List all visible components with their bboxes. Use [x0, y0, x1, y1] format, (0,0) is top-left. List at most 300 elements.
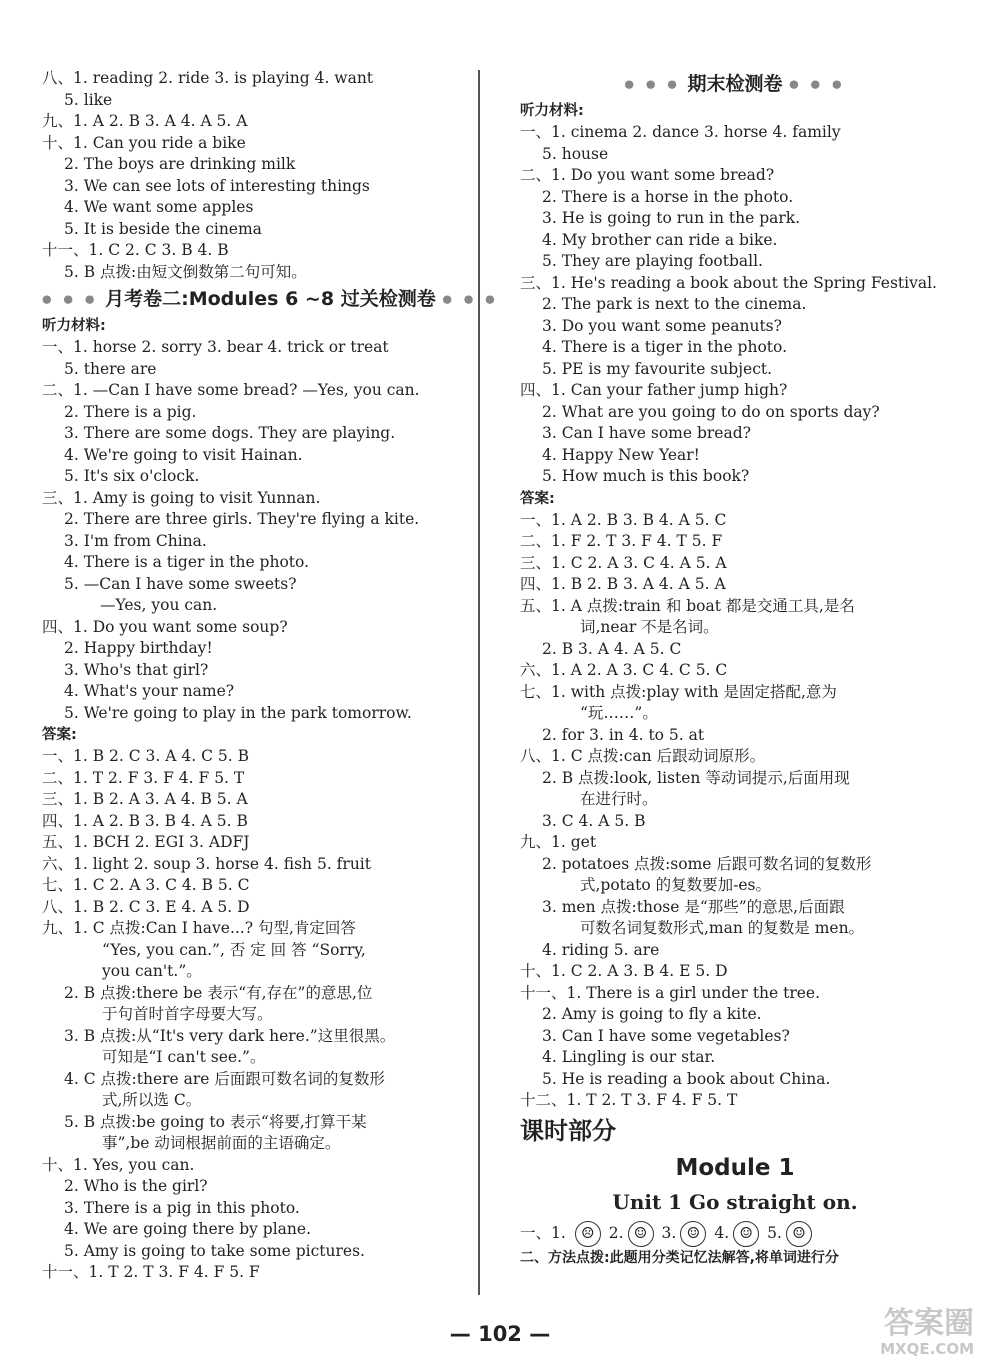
answers-label: 答案:	[520, 490, 555, 507]
item-text: C 2. A 3. B 4. E 5. D	[570, 962, 728, 980]
item-label: 3.	[542, 424, 557, 442]
unit-title: Unit 1 Go straight on.	[612, 1189, 858, 1214]
item-label: 5.	[542, 252, 557, 270]
item-label: 十二、1.	[520, 1091, 582, 1109]
list-line	[520, 1047, 950, 1069]
item-label: 3.	[542, 897, 557, 916]
list-line	[520, 918, 950, 940]
column-divider	[478, 70, 480, 1295]
item-text: B 点拨:there be 表示“有,存在”的意思,位	[83, 983, 373, 1002]
item-text: He is going to run in the park.	[561, 209, 801, 227]
item-text: 式,所以选 C。	[102, 1091, 202, 1109]
list-line	[42, 746, 467, 768]
list-line	[42, 1090, 467, 1112]
item-text: T 2. T 3. F 4. F 5. T	[586, 1091, 738, 1109]
item-text: There is a tiger in the photo.	[83, 553, 309, 571]
list-line	[42, 1176, 467, 1198]
list-line	[520, 402, 950, 424]
list-line	[520, 251, 950, 273]
list-line	[520, 875, 950, 897]
list-line	[520, 423, 950, 445]
list-line	[42, 1112, 467, 1134]
item-label: 4.	[64, 553, 79, 571]
item-label: 一、1.	[520, 510, 566, 529]
item-label: 5.	[542, 467, 557, 485]
listening-label: 听力材料:	[42, 318, 106, 334]
item-text: C 4. A 5. B	[561, 811, 646, 830]
item-label: 十、1.	[42, 133, 88, 152]
left-answers-list	[42, 746, 467, 1284]
item-text: Can I have some bread?	[561, 424, 751, 442]
item-label: 5.	[64, 574, 79, 593]
list-line	[42, 68, 467, 90]
item-text: B 2. C 3. E 4. A 5. D	[92, 897, 250, 916]
item-text: Can you ride a bike	[92, 133, 246, 152]
list-line	[42, 90, 467, 112]
list-line	[42, 1198, 467, 1220]
item-text: There is a pig in this photo.	[83, 1198, 300, 1217]
item-label: 4.	[64, 682, 79, 700]
item-label: 六、1.	[42, 854, 88, 873]
item-label: 三、1.	[42, 488, 88, 507]
item-label: 4.	[64, 198, 79, 216]
list-line	[42, 768, 467, 790]
item-text: A 2. B 3. A 4. A 5. A	[92, 112, 248, 130]
item-label: 5.	[542, 359, 557, 378]
item-label: 2.	[542, 639, 557, 658]
item-label: 4.	[542, 338, 557, 356]
item-label: 3.	[64, 531, 79, 550]
item-text: B 2. A 3. A 4. B 5. A	[92, 790, 248, 808]
list-line	[42, 875, 467, 897]
faces-label: 一、1.	[520, 1223, 566, 1242]
item-text: Do you want some soup?	[92, 617, 288, 636]
list-line	[42, 337, 467, 359]
item-text: horse 2. sorry 3. bear 4. trick or treat	[92, 338, 389, 356]
item-label: 十、1.	[42, 1155, 88, 1174]
decor-dots-right: ● ● ●	[442, 292, 499, 306]
item-text: you can't.”。	[102, 962, 202, 980]
sad-face-icon: ☹	[575, 1221, 601, 1247]
list-line	[42, 940, 467, 962]
item-label: 九、1.	[42, 919, 88, 937]
list-line	[42, 176, 467, 198]
right-column	[520, 68, 950, 1269]
part-title: 课时部分	[520, 1116, 616, 1145]
list-line	[520, 316, 950, 338]
item-text: Who's that girl?	[83, 660, 209, 679]
list-line	[42, 531, 467, 553]
list-line	[520, 746, 950, 768]
item-label: 5.	[64, 219, 79, 238]
right-listening-list	[520, 122, 950, 488]
item-label: 一、1.	[520, 123, 566, 141]
item-text: B 2. C 3. A 4. C 5. B	[92, 747, 249, 765]
left-top-answers	[42, 68, 467, 283]
item-text: He's reading a book about the Spring Festival.	[570, 273, 937, 292]
item-label: 3.	[542, 209, 557, 227]
list-line	[42, 1047, 467, 1069]
list-line	[42, 1155, 467, 1177]
item-label: 3.	[64, 424, 79, 442]
item-label: 四、1.	[520, 575, 566, 593]
list-line	[42, 488, 467, 510]
item-text: 词,near 不是名词。	[580, 618, 719, 636]
item-label: 5.	[64, 1112, 79, 1131]
item-label: 5.	[64, 90, 79, 109]
item-label: 二、1.	[42, 768, 88, 787]
item-text: Who is the girl?	[83, 1177, 208, 1195]
item-label: 5.	[64, 703, 79, 722]
item-text: There is a girl under the tree.	[586, 983, 821, 1002]
list-line	[520, 832, 950, 854]
item-text: get	[570, 833, 597, 851]
smiley-face-icon: ☺	[786, 1221, 812, 1247]
item-label: 3.	[64, 176, 79, 195]
item-text: I'm from China.	[83, 531, 207, 550]
item-label: 5.	[64, 262, 79, 281]
list-line	[520, 1026, 950, 1048]
item-label: 2.	[64, 1177, 79, 1195]
list-line	[42, 197, 467, 219]
item-text: —Yes, you can.	[100, 596, 218, 614]
item-text: Yes, you can.	[92, 1155, 195, 1174]
item-text: 在进行时。	[580, 790, 658, 808]
item-text: house	[561, 144, 609, 163]
item-text: cinema 2. dance 3. horse 4. family	[570, 123, 841, 141]
item-label: 2.	[542, 725, 557, 744]
item-label: 八、1.	[42, 897, 88, 916]
list-line	[520, 682, 950, 704]
list-line	[42, 660, 467, 682]
item-text: —Can I have some sweets?	[83, 574, 297, 593]
item-text: 可知是“I can't see.”。	[102, 1048, 266, 1066]
item-label: 四、1.	[42, 617, 88, 636]
list-line	[42, 1069, 467, 1091]
item-label: 2.	[542, 402, 557, 421]
item-label: 4.	[542, 230, 557, 249]
item-text: 式,potato 的复数要加-es。	[580, 876, 772, 894]
list-line	[520, 596, 950, 618]
item-text: for 3. in 4. to 5. at	[561, 725, 705, 744]
item-text: We're going to play in the park tomorrow.	[83, 703, 412, 722]
item-label: 4.	[64, 1220, 79, 1238]
item-text: We're going to visit Hainan.	[83, 445, 303, 464]
item-text: riding 5. are	[561, 940, 660, 959]
item-text: C 点拨:can 后跟动词原形。	[570, 747, 766, 765]
item-label: 2.	[542, 187, 557, 206]
list-line	[42, 681, 467, 703]
face-number: 5.	[767, 1223, 782, 1242]
item-label: 三、1.	[520, 553, 566, 572]
list-line	[42, 445, 467, 467]
list-line	[520, 639, 950, 661]
right-answers-list	[520, 510, 950, 1112]
item-text: How much is this book?	[561, 467, 750, 485]
item-text: A 点拨:train 和 boat 都是交通工具,是名	[570, 596, 855, 615]
list-line	[520, 273, 950, 295]
item-text: Can your father jump high?	[570, 381, 788, 399]
item-text: 事”,be 动词根据前面的主语确定。	[102, 1134, 341, 1152]
item-text: He is reading a book about China.	[561, 1069, 831, 1088]
item-text: T 2. T 3. F 4. F 5. F	[108, 1263, 260, 1281]
item-label: 5.	[64, 1241, 79, 1260]
item-text: There is a horse in the photo.	[561, 187, 794, 206]
list-line	[520, 144, 950, 166]
watermark-url: MXQE.COM	[880, 1340, 974, 1358]
list-line	[42, 466, 467, 488]
item-label: 2.	[542, 1005, 557, 1023]
item-text: It is beside the cinema	[83, 219, 262, 238]
item-text: potatoes 点拨:some 后跟可数名词的复数形	[561, 854, 872, 873]
list-line	[520, 380, 950, 402]
item-text: Do you want some bread?	[570, 166, 775, 184]
item-text: C 2. A 3. C 4. B 5. C	[92, 876, 250, 894]
item-text: men 点拨:those 是“那些”的意思,后面跟	[561, 897, 845, 916]
item-text: There is a pig.	[83, 402, 197, 421]
item-text: Do you want some peanuts?	[561, 316, 782, 335]
item-text: F 2. T 3. F 4. T 5. F	[570, 532, 723, 550]
item-text: 于句首时首字母要大写。	[102, 1005, 273, 1023]
item-text: C 2. A 3. C 4. A 5. A	[570, 553, 727, 572]
smiley-face-icon: ☺	[680, 1221, 706, 1247]
list-line	[520, 854, 950, 876]
item-label: 四、1.	[520, 381, 566, 399]
list-line	[520, 208, 950, 230]
module-title: Module 1	[675, 1154, 795, 1181]
item-text: What's your name?	[83, 682, 235, 700]
face-number: 4.	[714, 1223, 730, 1242]
item-text: There are three girls. They're flying a kite.	[83, 510, 420, 528]
item-text: There are some dogs. They are playing.	[83, 424, 396, 442]
item-label: 五、1.	[520, 596, 566, 615]
item-label: 2.	[542, 768, 557, 787]
item-text: Can I have some vegetables?	[561, 1026, 790, 1045]
list-line	[42, 1219, 467, 1241]
list-line	[520, 122, 950, 144]
item-label: 3.	[542, 1026, 557, 1045]
list-line	[42, 617, 467, 639]
list-line	[42, 897, 467, 919]
item-text: B 点拨:be going to 表示“将要,打算干某	[83, 1112, 367, 1131]
item-text: BCH 2. EGI 3. ADFJ	[92, 833, 250, 851]
item-text: there are	[83, 359, 157, 378]
watermark	[880, 1308, 974, 1358]
list-line	[520, 1004, 950, 1026]
item-text: They are playing football.	[561, 252, 763, 270]
item-label: 九、1.	[520, 833, 566, 851]
list-line	[520, 940, 950, 962]
face-number: 2.	[608, 1223, 624, 1242]
list-line	[42, 832, 467, 854]
list-line	[42, 854, 467, 876]
item-text: with 点拨:play with 是固定搭配,意为	[570, 682, 837, 701]
list-line	[520, 768, 950, 790]
item-text: “Yes, you can.”, 否 定 回 答 “Sorry,	[102, 940, 366, 959]
list-line	[520, 897, 950, 919]
list-line	[520, 1069, 950, 1091]
item-text: We are going there by plane.	[83, 1220, 311, 1238]
item-text: Happy birthday!	[83, 639, 213, 657]
left-column	[42, 68, 499, 1284]
list-line	[520, 359, 950, 381]
item-label: 八、1.	[520, 747, 566, 765]
list-line	[42, 133, 467, 155]
item-label: 四、1.	[42, 811, 88, 830]
answers-label: 答案:	[42, 727, 77, 743]
item-text: C 点拨:Can I have...? 句型,肯定回答	[92, 919, 356, 937]
list-line	[520, 660, 950, 682]
item-label: 5.	[542, 144, 557, 163]
list-line	[42, 402, 467, 424]
item-text: 可数名词复数形式,man 的复数是 men。	[580, 919, 865, 937]
item-label: 5.	[542, 1069, 557, 1088]
item-label: 2.	[64, 155, 79, 173]
faces-question	[520, 1218, 950, 1248]
list-line	[520, 510, 950, 532]
item-label: 5.	[64, 467, 79, 485]
watermark-title: 答案圈	[884, 1306, 974, 1341]
decor-dots-left: ● ● ●	[42, 292, 99, 306]
list-line	[42, 574, 467, 596]
item-label: 4.	[64, 1069, 79, 1088]
item-text: —Can I have some bread? —Yes, you can.	[92, 381, 420, 399]
list-line	[520, 617, 950, 639]
listening-label: 听力材料:	[520, 103, 584, 119]
list-line	[520, 165, 950, 187]
list-line	[42, 595, 467, 617]
item-text: Lingling is our star.	[561, 1048, 716, 1066]
list-line	[42, 380, 467, 402]
item-text: Amy is going to fly a kite.	[561, 1005, 762, 1023]
list-line	[42, 811, 467, 833]
item-label: 2.	[64, 983, 79, 1002]
item-label: 2.	[64, 402, 79, 421]
list-line	[42, 1004, 467, 1026]
item-label: 2.	[542, 854, 557, 873]
item-text: A 2. A 3. C 4. C 5. C	[570, 661, 728, 679]
item-label: 一、1.	[42, 338, 88, 356]
list-line	[42, 1026, 467, 1048]
item-label: 2.	[64, 639, 79, 657]
list-line	[42, 961, 467, 983]
item-label: 3.	[542, 316, 557, 335]
list-line	[42, 423, 467, 445]
item-label: 十一、1.	[42, 1263, 104, 1281]
item-label: 九、1.	[42, 112, 88, 130]
item-text: My brother can ride a bike.	[561, 230, 778, 249]
smiley-face-icon: ☺	[628, 1221, 654, 1247]
list-line	[520, 574, 950, 596]
item-label: 三、1.	[520, 273, 566, 292]
list-line	[42, 359, 467, 381]
smiley-face-icon: ☺	[733, 1221, 759, 1247]
item-label: 4.	[542, 1048, 557, 1066]
item-text: We want some apples	[83, 198, 254, 216]
list-line	[42, 1241, 467, 1263]
list-line	[520, 789, 950, 811]
item-text: We can see lots of interesting things	[83, 176, 370, 195]
item-text: There is a tiger in the photo.	[561, 338, 787, 356]
list-line	[520, 811, 950, 833]
item-text: B 点拨:look, listen 等动词提示,后面用现	[561, 768, 850, 787]
face-number: 3.	[661, 1223, 677, 1242]
list-line	[42, 789, 467, 811]
item-label: 3.	[542, 811, 557, 830]
list-line	[42, 509, 467, 531]
list-line	[42, 703, 467, 725]
item-text: like	[83, 90, 113, 109]
item-label: 二、1.	[42, 381, 88, 399]
item-text: B 2. B 3. A 4. A 5. A	[570, 575, 726, 593]
item-text: light 2. soup 3. horse 4. fish 5. fruit	[92, 854, 371, 873]
item-label: 4.	[64, 445, 79, 464]
list-line	[520, 187, 950, 209]
list-line	[520, 961, 950, 983]
item-text: Happy New Year!	[561, 445, 700, 464]
list-line	[520, 294, 950, 316]
item-text: C 点拨:there are 后面跟可数名词的复数形	[83, 1069, 385, 1088]
item-text: B 点拨:由短文倒数第二句可知。	[83, 262, 307, 281]
list-line	[520, 703, 950, 725]
left-listening-list	[42, 337, 467, 724]
item-text: “玩……”。	[580, 704, 658, 722]
item-label: 5.	[64, 359, 79, 378]
item-label: 二、1.	[520, 532, 566, 550]
item-label: 三、1.	[42, 790, 88, 808]
item-label: 五、1.	[42, 833, 88, 851]
list-line	[42, 983, 467, 1005]
item-label: 七、1.	[42, 876, 88, 894]
item-text: B 3. A 4. A 5. C	[561, 639, 682, 658]
list-line	[42, 552, 467, 574]
item-label: 2.	[542, 295, 557, 313]
section-title-monthly-test-2: ● ● ● 月考卷二:Modules 6 ~8 过关检测卷 ● ● ●	[42, 288, 499, 310]
decor-dots-left: ● ● ●	[624, 77, 681, 91]
list-line	[520, 1090, 950, 1112]
item-label: 八、1.	[42, 69, 88, 87]
list-line	[42, 1133, 467, 1155]
item-text: PE is my favourite subject.	[561, 359, 773, 378]
item-text: A 2. B 3. B 4. A 5. C	[570, 510, 727, 529]
list-line	[520, 983, 950, 1005]
item-text: reading 2. ride 3. is playing 4. want	[92, 69, 374, 87]
item-text: Amy is going to visit Yunnan.	[92, 488, 321, 507]
list-line	[520, 337, 950, 359]
list-line	[520, 445, 950, 467]
list-line	[42, 918, 467, 940]
list-line	[42, 154, 467, 176]
item-text: It's six o'clock.	[83, 467, 200, 485]
item-label: 二、1.	[520, 166, 566, 184]
page-number: — 102 —	[449, 1322, 551, 1346]
item-text: What are you going to do on sports day?	[561, 402, 880, 421]
item-label: 3.	[64, 1026, 79, 1045]
list-line	[520, 466, 950, 488]
list-line	[42, 638, 467, 660]
list-line	[520, 230, 950, 252]
item-label: 4.	[542, 940, 557, 959]
item-text: A 2. B 3. B 4. A 5. B	[92, 811, 248, 830]
last-line: 二、方法点拨:此题用分类记忆法解答,将单词进行分	[520, 1249, 839, 1266]
list-line	[520, 725, 950, 747]
item-text: C 2. C 3. B 4. B	[108, 241, 229, 259]
list-line	[42, 111, 467, 133]
item-text: The park is next to the cinema.	[561, 295, 807, 313]
list-line	[42, 1262, 467, 1284]
item-label: 十一、1.	[42, 241, 104, 259]
item-label: 十一、1.	[520, 983, 582, 1002]
